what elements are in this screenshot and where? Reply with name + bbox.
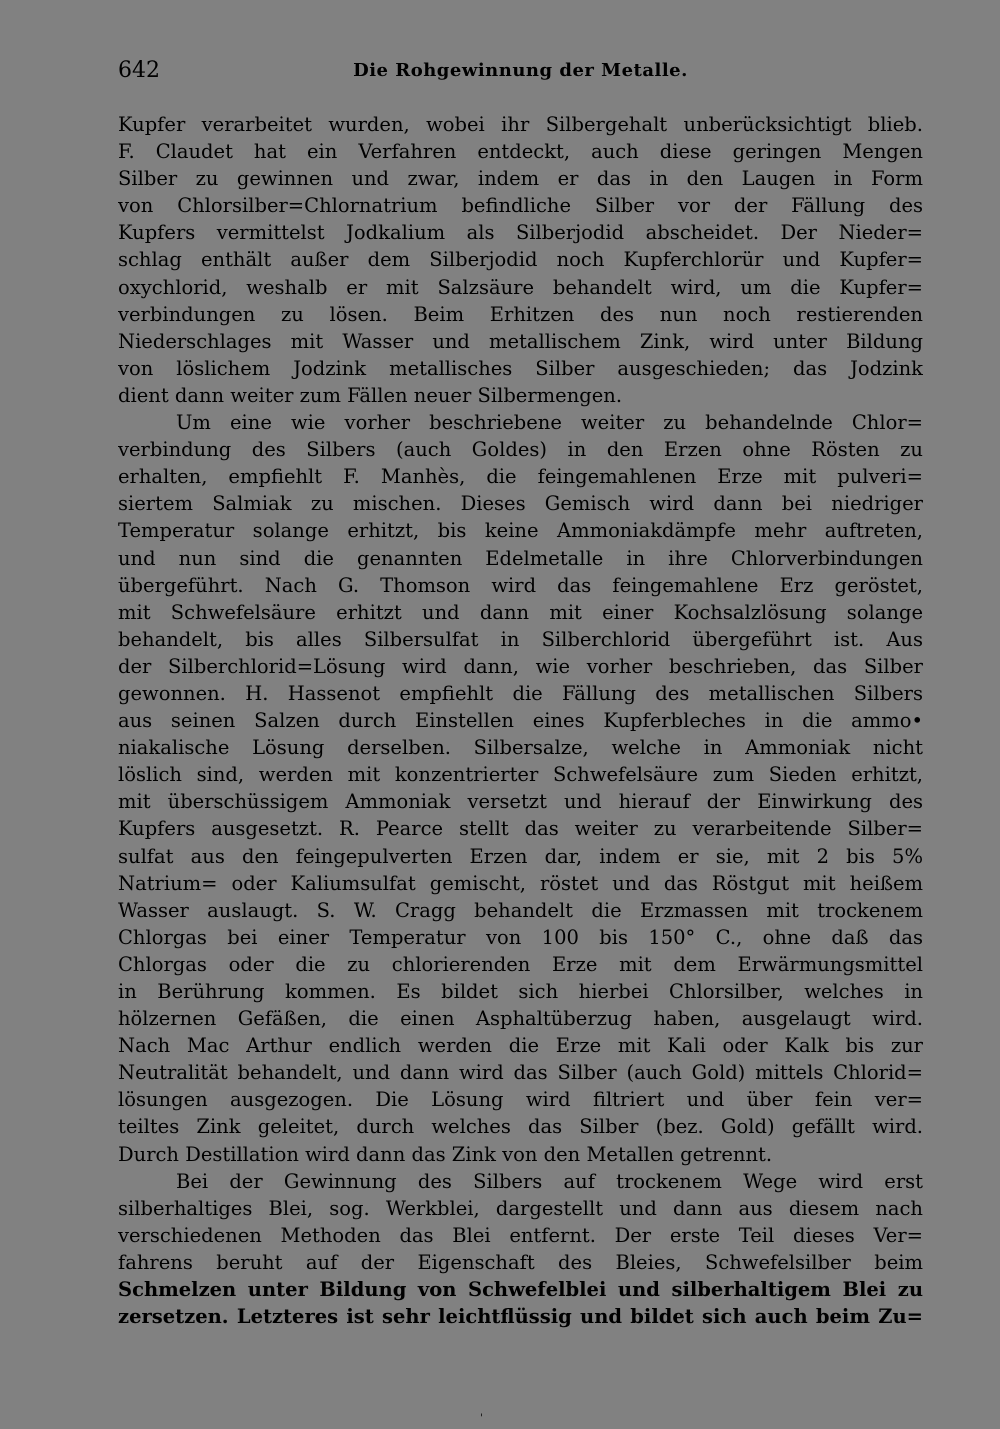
text-line: der Silberchlorid=Lösung wird dann, wie vorher beschrieben, das Silber — [118, 654, 923, 678]
page-header — [118, 56, 923, 86]
text-line: Kupfers ausgesetzt. R. Pearce stellt das weiter zu verarbeitende Silber= — [118, 817, 923, 841]
text-line: siertem Salmiak zu mischen. Dieses Gemisch wird dann bei niedriger — [118, 492, 923, 516]
text-line: Nach Mac Arthur endlich werden die Erze mit Kali oder Kalk bis zur — [118, 1034, 923, 1058]
text-line: fahrens beruht auf der Eigenschaft des Bleies, Schwefelsilber beim — [118, 1250, 923, 1274]
text-line: Neutralität behandelt, und dann wird das Silber (auch Gold) mittels Chlorid= — [118, 1061, 923, 1085]
text-line: erhalten, empfiehlt F. Manhès, die feingemahlenen Erze mit pulveri= — [118, 465, 923, 489]
text-line: Chlorgas oder die zu chlorierenden Erze mit dem Erwärmungsmittel — [118, 952, 923, 976]
text-line: zersetzen. Letzteres ist sehr leichtflüssig und bildet sich auch beim Zu= — [118, 1305, 923, 1329]
text-line: Chlorgas bei einer Temperatur von 100 bis 150° C., ohne daß das — [118, 925, 923, 949]
body-text — [118, 111, 923, 1330]
text-line: übergeführt. Nach G. Thomson wird das feingemahlene Erz geröstet, — [118, 573, 923, 597]
text-line: behandelt, bis alles Silbersulfat in Silberchlorid übergeführt ist. Aus — [118, 627, 923, 651]
text-line: und nun sind die genannten Edelmetalle in ihre Chlorverbindungen — [118, 546, 923, 570]
paragraph-start-line: Bei der Gewinnung des Silbers auf trockenem Wege wird erst — [176, 1169, 923, 1193]
text-line: von Chlorsilber=Chlornatrium befindliche Silber vor der Fällung des — [118, 194, 923, 218]
text-line: Kupfers vermittelst Jodkalium als Silberjodid abscheidet. Der Nieder= — [118, 221, 923, 245]
paragraph-start-line: Um eine wie vorher beschriebene weiter zu behandelnde Chlor= — [176, 411, 923, 435]
text-line: verbindungen zu lösen. Beim Erhitzen des nun noch restierenden — [118, 302, 923, 326]
text-line: verbindung des Silbers (auch Goldes) in den Erzen ohne Rösten zu — [118, 438, 923, 462]
text-line: sulfat aus den feingepulverten Erzen dar, indem er sie, mit 2 bis 5% — [118, 844, 923, 868]
text-line: hölzernen Gefäßen, die einen Asphaltüberzug haben, ausgelaugt wird. — [118, 1007, 923, 1031]
text-line: Silber zu gewinnen und zwar, indem er das in den Laugen in Form — [118, 167, 923, 191]
paragraph-end-line: dient dann weiter zum Fällen neuer Silbermengen. — [118, 383, 623, 407]
text-line: Natrium= oder Kaliumsulfat gemischt, röstet und das Röstgut mit heißem — [118, 871, 923, 895]
paragraph-end-line: Durch Destillation wird dann das Zink von den Metallen getrennt. — [118, 1142, 773, 1166]
text-line: verschiedenen Methoden das Blei entfernt. Der erste Teil dieses Ver= — [118, 1223, 923, 1247]
text-line: Kupfer verarbeitet wurden, wobei ihr Silbergehalt unberücksichtigt blieb. — [118, 113, 923, 136]
text-line: lösungen ausgezogen. Die Lösung wird filtriert und über fein ver= — [118, 1088, 923, 1112]
text-line: von löslichem Jodzink metallisches Silber ausgeschieden; das Jodzink — [118, 356, 923, 380]
text-line: in Berührung kommen. Es bildet sich hierbei Chlorsilber, welches in — [118, 980, 923, 1003]
text-line: Niederschlages mit Wasser und metallischem Zink, wird unter Bildung — [118, 329, 923, 353]
text-line: löslich sind, werden mit konzentrierter Schwefelsäure zum Sieden erhitzt, — [118, 763, 923, 787]
text-line: schlag enthält außer dem Silberjodid noch Kupferchlorür und Kupfer= — [118, 248, 923, 272]
text-line: niakalische Lösung derselben. Silbersalze, welche in Ammoniak nicht — [118, 736, 923, 760]
text-line: oxychlorid, weshalb er mit Salzsäure behandelt wird, um die Kupfer= — [118, 275, 923, 299]
text-line: gewonnen. H. Hassenot empfiehlt die Fällung des metallischen Silbers — [118, 681, 923, 705]
text-line: mit überschüssigem Ammoniak versetzt und hierauf der Einwirkung des — [118, 790, 923, 814]
page-number: 642 — [118, 58, 160, 83]
text-line: teiltes Zink geleitet, durch welches das Silber (bez. Gold) gefällt wird. — [118, 1115, 923, 1139]
text-line: Wasser auslaugt. S. W. Cragg behandelt die Erzmassen mit trockenem — [118, 898, 923, 922]
text-line: aus seinen Salzen durch Einstellen eines Kupferbleches in die ammo• — [118, 709, 923, 733]
text-line: mit Schwefelsäure erhitzt und dann mit einer Kochsalzlösung solange — [118, 600, 923, 624]
text-line: F. Claudet hat ein Verfahren entdeckt, auch diese geringen Mengen — [118, 140, 923, 164]
running-title: Die Rohgewinnung der Metalle. — [353, 60, 688, 81]
footer-mark: ' — [480, 1413, 483, 1424]
text-line: Temperatur solange erhitzt, bis keine Ammoniakdämpfe mehr auftreten, — [118, 519, 923, 543]
text-line: Schmelzen unter Bildung von Schwefelblei und silberhaltigem Blei zu — [118, 1278, 923, 1302]
text-line: silberhaltiges Blei, sog. Werkblei, dargestellt und dann aus diesem nach — [118, 1196, 923, 1220]
